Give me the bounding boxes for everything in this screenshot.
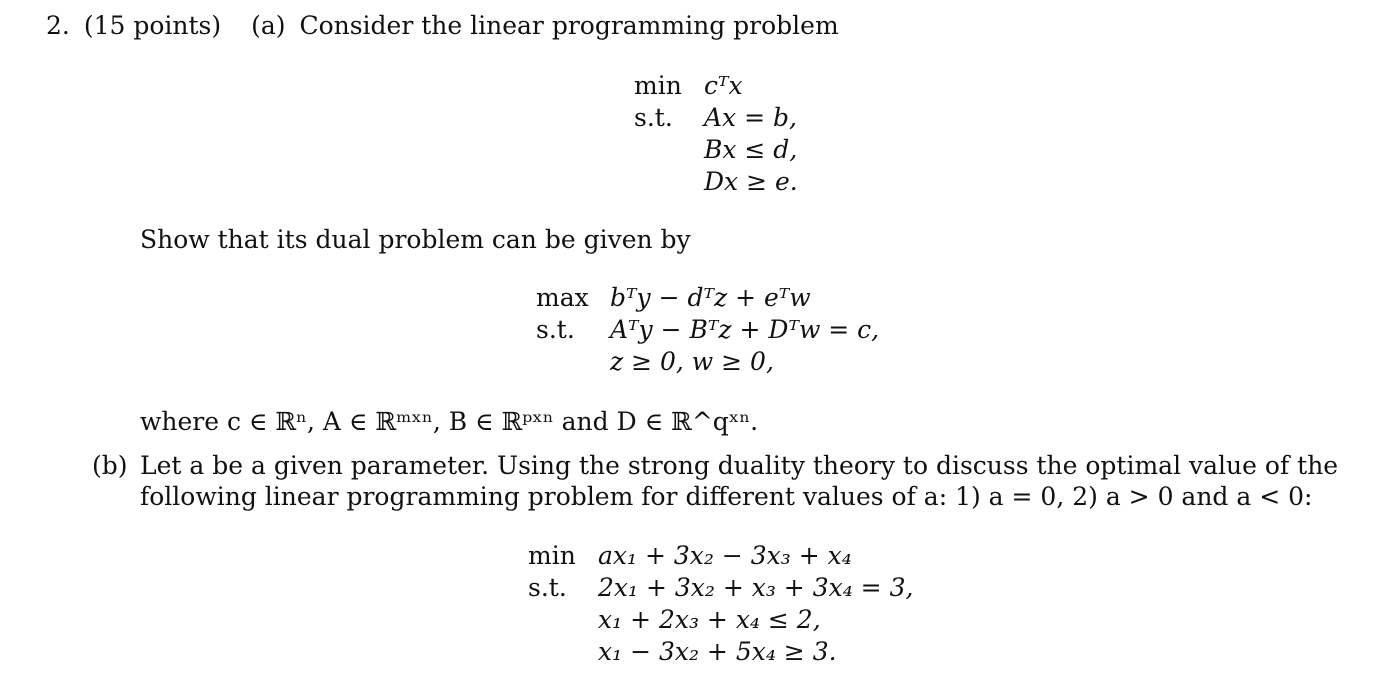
problem-b-row-expr: x₁ − 3x₂ + 5x₄ ≥ 3. — [598, 637, 837, 666]
primal-row — [634, 102, 798, 134]
dual-row-expr: Aᵀy − Bᵀz + Dᵀw = c, — [610, 315, 880, 344]
problem-b-row-label — [528, 604, 598, 636]
primal-row-label — [634, 166, 704, 198]
part-b-text-1: Let a be a given parameter. Using the strong duality theory to discuss the optimal value of the — [140, 451, 1339, 480]
question-number: 2. — [46, 11, 70, 40]
primal-row-label: min — [634, 71, 682, 100]
problem-b-row-expr: 2x₁ + 3x₂ + x₃ + 3x₄ = 3, — [598, 573, 914, 602]
problem-b-row — [528, 540, 913, 572]
dual-row — [536, 282, 879, 314]
primal-row-expr: Dx ≥ e. — [704, 167, 798, 196]
primal-row-label — [634, 134, 704, 166]
question-points: (15 points) — [83, 11, 222, 40]
part-b-line-1 — [92, 451, 1338, 481]
primal-row — [634, 134, 798, 166]
problem-b-row-expr: ax₁ + 3x₂ − 3x₃ + x₄ — [598, 541, 852, 570]
problem-b-row-label: s.t. — [528, 573, 567, 602]
part-a-text: Consider the linear programming problem — [299, 11, 839, 40]
primal-row-expr: cᵀx — [704, 71, 743, 100]
problem-b-row — [528, 604, 913, 636]
primal-row-expr: Ax = b, — [704, 103, 797, 132]
primal-row — [634, 166, 798, 198]
part-b-line-2: following linear programming problem for different values of a: 1) a = 0, 2) a > 0 and a < 0: — [140, 482, 1313, 511]
problem-b-row-expr: x₁ + 2x₃ + x₄ ≤ 2, — [598, 605, 821, 634]
problem-b-row-label — [528, 636, 598, 668]
primal-row-expr: Bx ≤ d, — [704, 135, 798, 164]
dual-row-label — [536, 346, 610, 378]
problem-b — [528, 540, 913, 668]
show-text: Show that its dual problem can be given by — [140, 225, 691, 254]
part-b-label: (b) — [92, 451, 128, 480]
dual-row-label: max — [536, 283, 589, 312]
primal-row — [634, 70, 798, 102]
dual-row-expr: z ≥ 0, w ≥ 0, — [610, 347, 774, 376]
problem-b-row — [528, 636, 913, 668]
dual-row — [536, 314, 879, 346]
dual-row — [536, 346, 879, 378]
problem-b-row — [528, 572, 913, 604]
primal-row-label: s.t. — [634, 103, 673, 132]
where-text: where c ∈ ℝⁿ, A ∈ ℝᵐˣⁿ, B ∈ ℝᵖˣⁿ and D ∈ ℝ^qˣⁿ. — [140, 407, 759, 436]
dual-row-label: s.t. — [536, 315, 575, 344]
part-a-label: (a) — [251, 11, 286, 40]
primal-problem — [634, 70, 798, 198]
dual-problem — [536, 282, 879, 378]
question-header — [46, 11, 839, 41]
dual-row-expr: bᵀy − dᵀz + eᵀw — [610, 283, 811, 312]
problem-b-row-label: min — [528, 541, 576, 570]
